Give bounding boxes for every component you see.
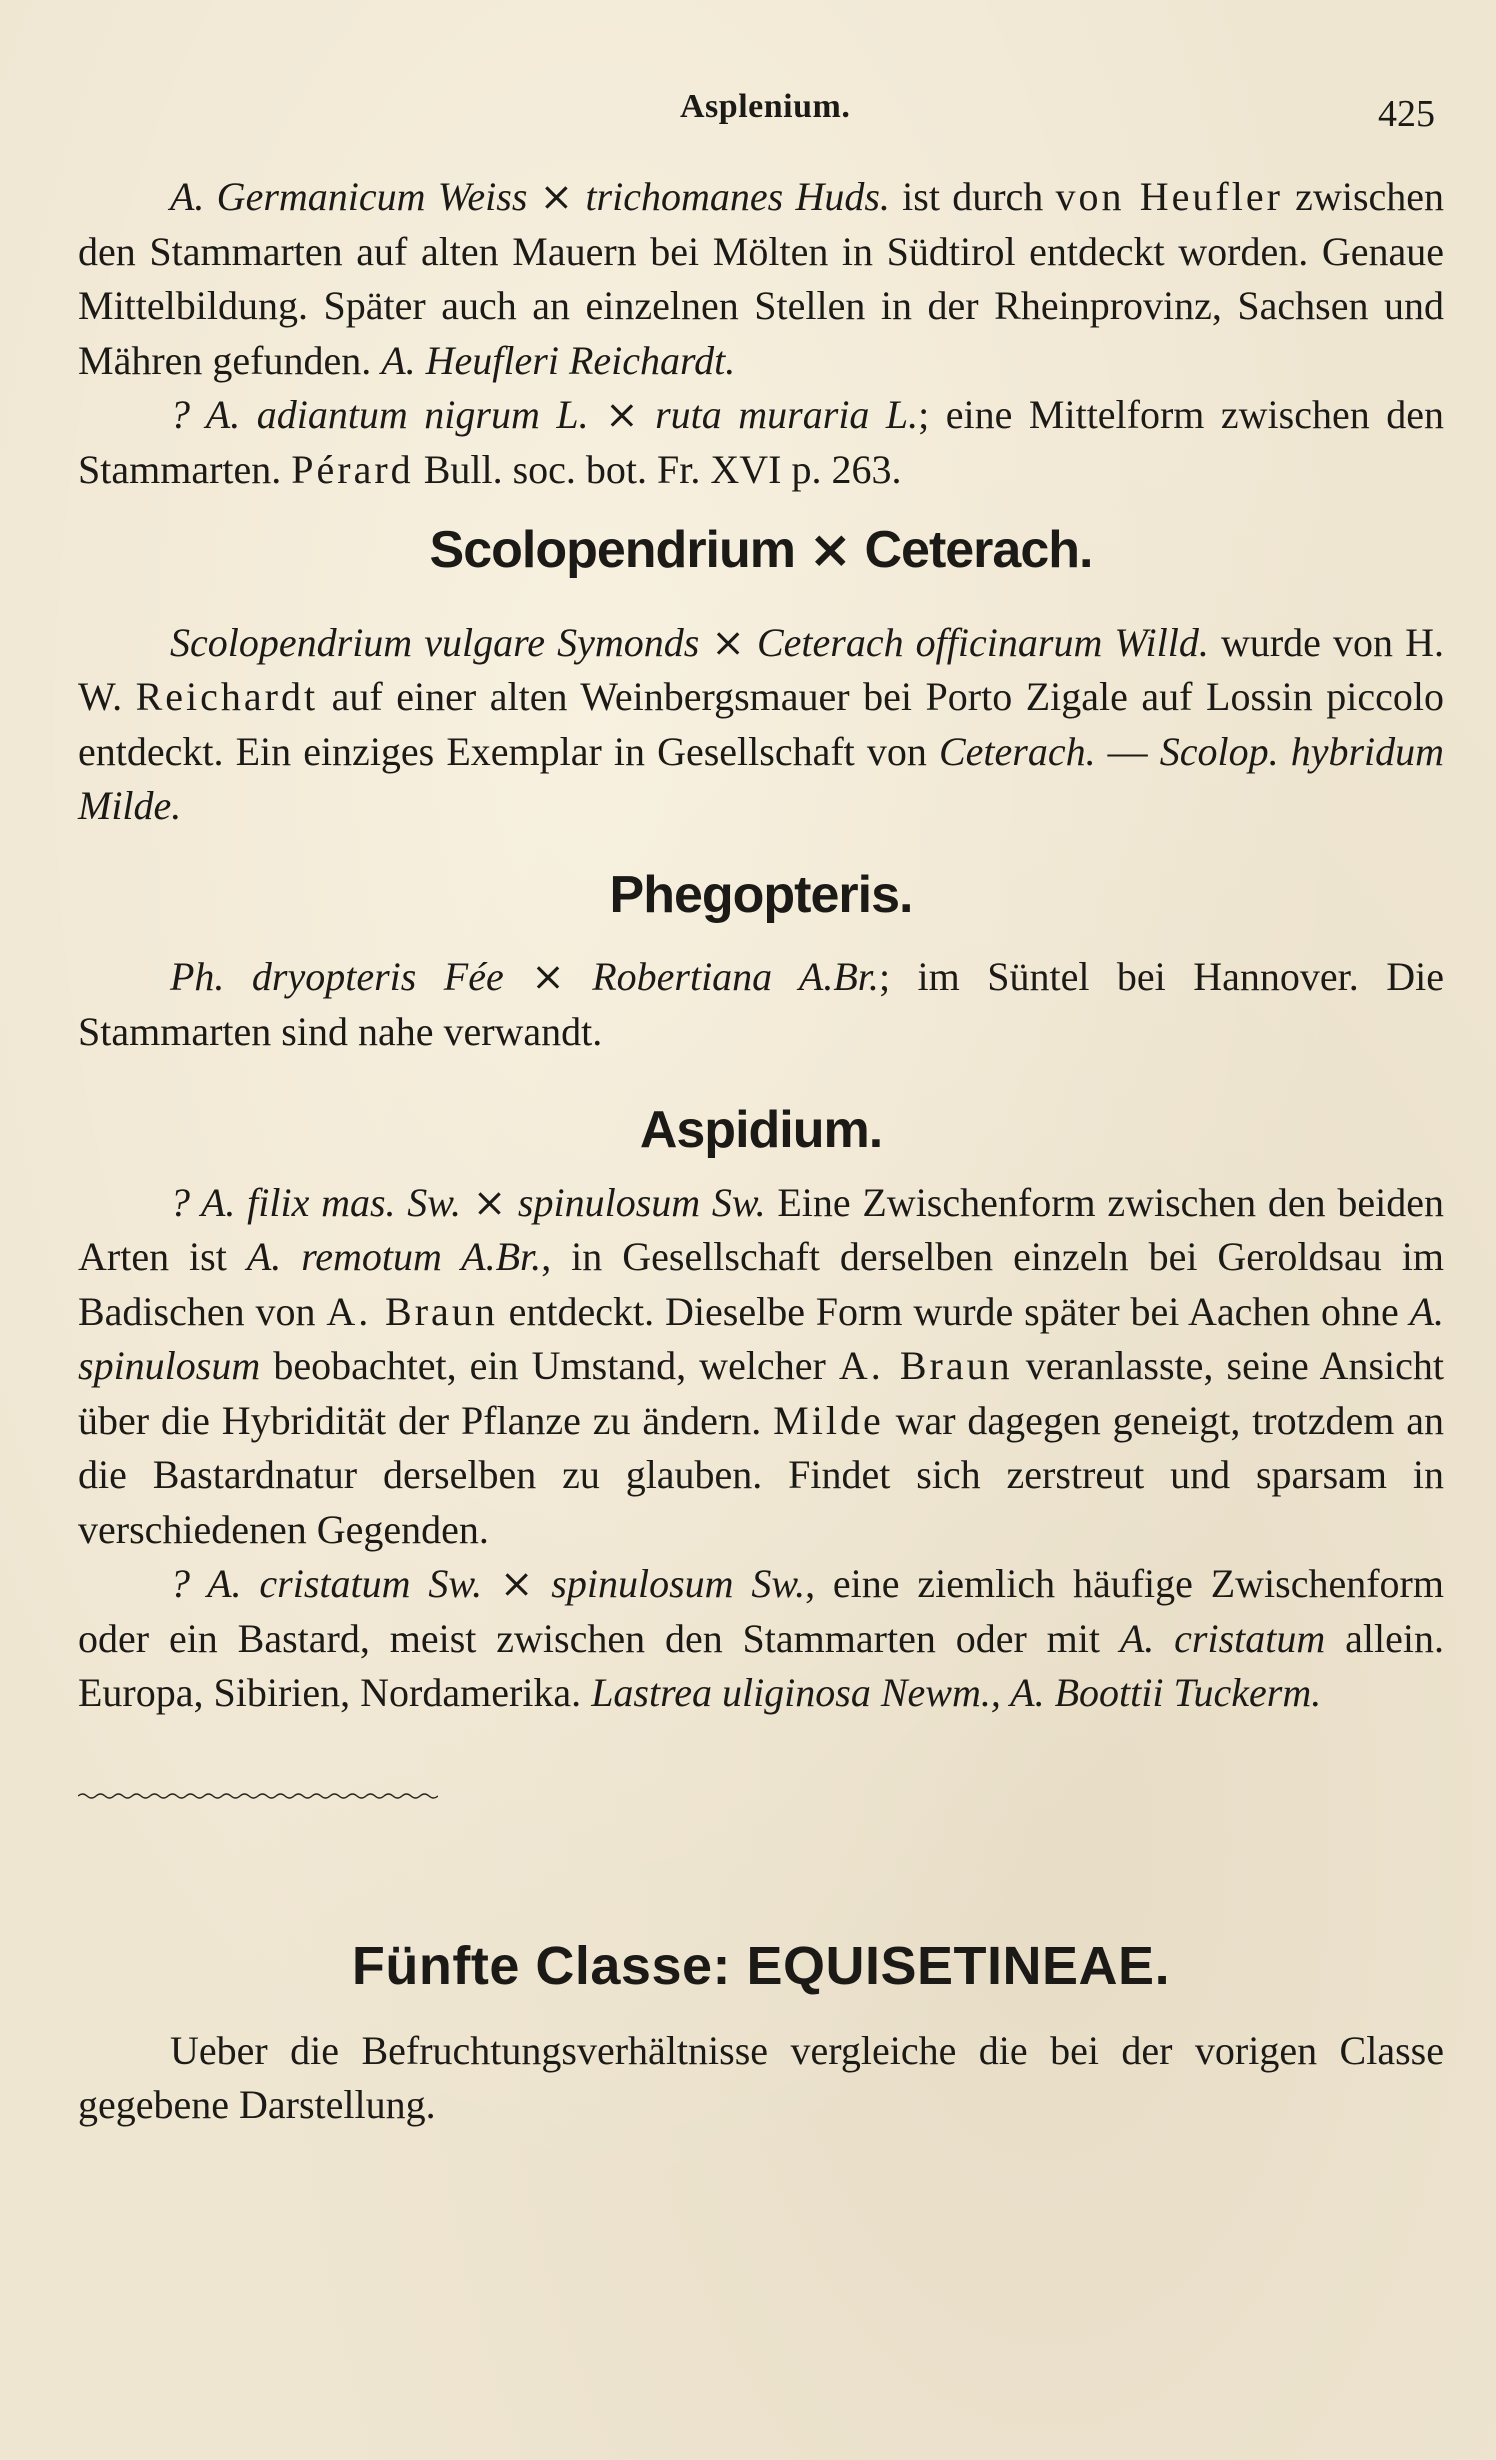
taxon-name: A. spinulosum bbox=[78, 1288, 1445, 1388]
text-run: — bbox=[1095, 728, 1160, 774]
author-name: von Heufler bbox=[1055, 174, 1283, 219]
text-run: Eine Zwischenform zwischen den beiden Arten ist bbox=[78, 1179, 1445, 1279]
author-name: Milde bbox=[773, 1397, 884, 1443]
synonym: Lastrea uliginosa Newm., A. Boottii Tuckerm. bbox=[591, 1670, 1322, 1715]
paragraph-equisetineae: Ueber die Befruchtungsverhältnisse vergleiche die bei der vorigen Classe gegebene Darstellung. bbox=[78, 2027, 1444, 2127]
synonym: Scolop. hybridum Milde. bbox=[78, 728, 1445, 828]
author-name: A. Braun bbox=[838, 1343, 1013, 1388]
text-run: auf einer alten Weinbergsmauer bei Porto Zigale auf Lossin piccolo entdeckt. Ein einziges Exemplar in Gesellschaft von bbox=[78, 674, 1444, 774]
text-run: allein. Europa, Sibirien, Nordamerika. bbox=[78, 1615, 1444, 1715]
paragraph-asplenium-germanicum bbox=[78, 170, 1444, 388]
paragraph-aspidium-filix-mas bbox=[78, 1176, 1444, 1558]
taxon-name: ? A. cristatum Sw. ⨯ spinulosum Sw. bbox=[170, 1561, 806, 1606]
taxon-name: ? A. filix mas. Sw. ⨯ spinulosum Sw. bbox=[170, 1179, 766, 1225]
paragraph-phegopteris bbox=[78, 950, 1444, 1059]
taxon-name: Ph. dryopteris Fée ⨯ Robertiana A.Br. bbox=[170, 954, 879, 999]
class-heading: Fünfte Classe: EQUISETINEAE. bbox=[351, 1936, 1171, 1996]
paragraph-scolopendrium bbox=[78, 616, 1444, 834]
text-run: , in Gesellschaft derselben einzeln bei Geroldsau im Badischen von bbox=[78, 1234, 1445, 1334]
wavy-divider bbox=[78, 1791, 438, 1801]
text-run: , eine ziemlich häufige Zwischenform oder ein Bastard, meist zwischen den Stammarten oder mit bbox=[78, 1561, 1444, 1661]
taxon-name: Ceterach. bbox=[938, 728, 1096, 774]
text-run: ; im Süntel bei Hannover. Die Stammarten sind nahe verwandt. bbox=[78, 954, 1444, 1054]
taxon-name: A. cristatum bbox=[1119, 1615, 1326, 1661]
synonym: A. Heufleri Reichardt. bbox=[381, 337, 736, 383]
section-heading-phegopteris: Phegopteris. bbox=[609, 865, 913, 924]
author-name: Reichardt bbox=[135, 674, 319, 719]
text-run: entdeckt. Dieselbe Form wurde später bei Aachen ohne bbox=[497, 1288, 1410, 1334]
taxon-name: A. remotum A.Br. bbox=[246, 1234, 542, 1279]
text-run: beobachtet, ein Umstand, welcher bbox=[260, 1343, 839, 1388]
text-run: ; eine Mittelform zwischen den Stammarten. bbox=[78, 392, 1444, 492]
text-run: war dagegen geneigt, trotzdem an die Bastardnatur derselben zu glauben. Findet sich zerstreut und sparsam in verschiedenen Gegenden. bbox=[78, 1397, 1445, 1552]
taxon-name: A. Germanicum Weiss ⨯ trichomanes Huds. bbox=[170, 174, 890, 219]
author-name: A. Braun bbox=[326, 1288, 498, 1334]
section-heading-scolopendrium: Scolopendrium ⨯ Ceterach. bbox=[429, 521, 1093, 579]
author-name: Pérard bbox=[291, 446, 414, 492]
text-run: Bull. soc. bot. Fr. XVI p. 263. bbox=[413, 446, 902, 492]
text-run: wurde von H. W. bbox=[78, 619, 1444, 719]
text-run: zwischen den Stammarten auf alten Mauern bei Mölten in Südtirol entdeckt worden. Genaue Mittelbildung. Später auch an einzelnen Stellen in der Rheinprovinz, Sachsen und Mähren gefunden. bbox=[78, 174, 1445, 383]
running-title: Asplenium. bbox=[680, 88, 851, 125]
text-run: veranlasste, seine Ansicht über die Hybridität der Pflanze zu ändern. bbox=[78, 1343, 1445, 1443]
paragraph-asplenium-adiantum bbox=[78, 388, 1444, 497]
text-run: ist durch bbox=[889, 174, 1056, 219]
paragraph-aspidium-cristatum bbox=[78, 1557, 1444, 1721]
page-number: 425 bbox=[1378, 93, 1435, 135]
section-heading-aspidium: Aspidium. bbox=[639, 1101, 883, 1159]
taxon-name: Scolopendrium vulgare Symonds ⨯ Ceterach officinarum Willd. bbox=[170, 619, 1209, 665]
body-text bbox=[78, 170, 1444, 2133]
taxon-name: ? A. adiantum nigrum L. ⨯ ruta muraria L. bbox=[170, 392, 919, 437]
running-head bbox=[0, 88, 1496, 135]
